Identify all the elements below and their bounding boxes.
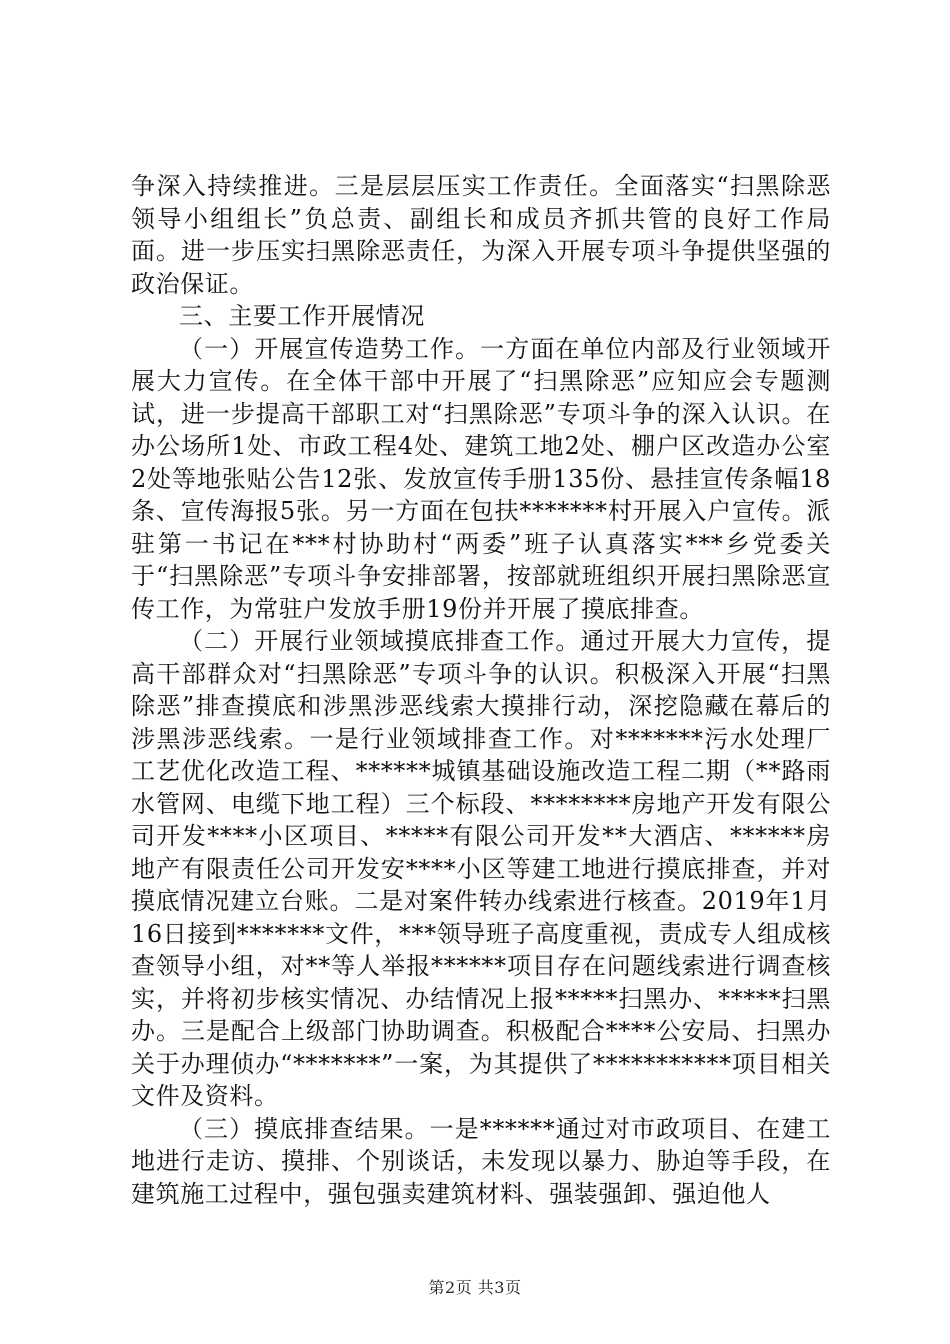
paragraph-publicity: （一）开展宣传造势工作。一方面在单位内部及行业领域开展大力宣传。在全体干部中开展了“扫黑除恶”应知应会专题测试，进一步提高干部职工对“扫黑除恶”专项斗争的深入认识。在办公场所1处、市政工程4处、建筑工地2处、棚户区改造办公室2处等地张贴公告12张、发放宣传手册135份、悬挂宣传条幅18条、宣传海报5张。另一方面在包扶*******村开展入户宣传。派驻第一书记在***村协助村“两委”班子认真落实***乡党委关于“扫黑除恶”专项斗争安排部署，按部就班组织开展扫黑除恶宣传工作，为常驻户发放手册19份并开展了摸底排查。 bbox=[131, 334, 831, 623]
page-footer: 第2页 共3页 bbox=[428, 1278, 522, 1297]
paragraph-investigation: （二）开展行业领域摸底排查工作。通过开展大力宣传，提高干部群众对“扫黑除恶”专项斗争的认识。积极深入开展“扫黑除恶”排查摸底和涉黑涉恶线索大摸排行动，深挖隐藏在幕后的涉黑涉恶线索。一是行业领域排查工作。对*******污水处理厂工艺优化改造工程、******城镇基础设施改造工程二期（**路雨水管网、电缆下地工程）三个标段、********房地产开发有限公司开发****小区项目、*****有限公司开发**大酒店、******房地产有限责任公司开发安****小区等建工地进行摸底排查，并对摸底情况建立台账。二是对案件转办线索进行核查。2019年1月16日接到*******文件，***领导班子高度重视，责成专人组成核查领导小组，对**等人举报******项目存在问题线索进行调查核实，并将初步核实情况、办结情况上报*****扫黑办、*****扫黑办。三是配合上级部门协助调查。积极配合****公安局、扫黑办关于办理侦办“*******”一案，为其提供了***********项目相关文件及资料。 bbox=[131, 627, 831, 1110]
paragraph-results: （三）摸底排查结果。一是******通过对市政项目、在建工地进行走访、摸排、个别谈话，未发现以暴力、胁迫等手段，在建筑施工过程中，强包强卖建筑材料、强装强卸、强迫他人 bbox=[131, 1114, 831, 1208]
paragraph-continuation: 争深入持续推进。三是层层压实工作责任。全面落实“扫黑除恶领导小组组长”负总责、副组长和成员齐抓共管的良好工作局面。进一步压实扫黑除恶责任，为深入开展专项斗争提供坚强的政治保证。 bbox=[131, 172, 831, 298]
section-heading: 三、主要工作开展情况 bbox=[179, 302, 425, 330]
document-body bbox=[131, 170, 831, 1210]
